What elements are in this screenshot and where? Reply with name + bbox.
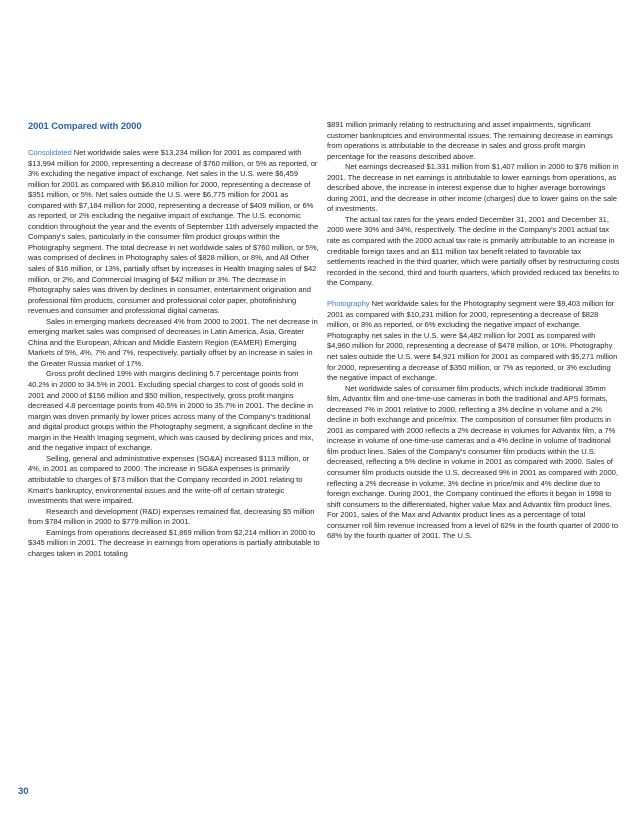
page-number: 30	[18, 786, 29, 797]
emerging-markets-paragraph: Sales in emerging markets decreased 4% from 2000 to 2001. The net decrease in emerging market sales was comprised of decreases in Latin America, Asia, Greater China and the European, African and Middle Eastern Region (EAMER) Emerging Markets of 5%, 4%, 7% and 7%, respectively, partially offset by an increase in sales in the Greater Russia market of 17%.	[28, 316, 318, 368]
right-column	[327, 120, 620, 542]
photography-lead-in: Photography	[327, 299, 370, 309]
consolidated-lead-in: Consolidated	[28, 148, 72, 157]
earnings-from-operations-paragraph: Earnings from operations decreased $1,869 million from $2,214 million in 2000 to $345 million in 2001. The decrease in earnings from operations is partially attributable to charges taken in 2001 totaling	[28, 527, 320, 558]
rnd-paragraph: Research and development (R&D) expenses remained flat, decreasing $5 million from $784 million in 2000 to $779 million in 2001.	[28, 506, 315, 527]
section-heading: 2001 Compared with 2000	[28, 120, 142, 131]
photography-text: Net worldwide sales for the Photography segment were $9,403 million for 2001 as compared with $10,231 million for 2000, representing a decrease of $828 million, or 8% as reported, or 6% excluding the negative impact of exchange. Photography net sales in the U.S. were $4,482 million for 2001 as compared with $4,960 million for 2000, representing a decrease of $478 million, or 10%. Photography net sales outside the U.S. were $4,921 million for 2001 as compared with $5,271 million for 2000, representing a decrease of $350 million, or 7% as reported, or 3% excluding the negative impact of exchange.	[327, 299, 618, 383]
tax-rate-paragraph: The actual tax rates for the years ended December 31, 2001 and December 31, 2000 were 30% and 34%, respectively. The decline in the Company's 2001 actual tax rate as compared with the 2000 actual tax rate is primarily attributable to an increase in creditable foreign taxes and an $11 million tax benefit related to favorable tax settlements reached in the third quarter, which were partially offset by restructuring costs recorded in the second, third and fourth quarters, which provided reduced tax benefits to the Company.	[327, 214, 620, 288]
gross-profit-paragraph: Gross profit declined 19% with margins declining 5.7 percentage points from 40.2% in 2000 to 34.5% in 2001. Excluding special charges to cost of goods sold in 2001 and 2000 of $156 million and $50 million, respectively, gross profit margins decreased 4.8 percentage points from 40.5% in 2000 to 35.7% in 2001. The decline in margin was driven primarily by lower prices across many of the Company's traditional and digital product groups within the Photography segment, a significant decline in the margin in the Health Imaging segment, which was caused by declining prices and mix, and the negative impact of exchange.	[28, 369, 314, 453]
net-earnings-paragraph: Net earnings decreased $1,331 million from $1,407 million in 2000 to $76 million in 2001. The decrease in net earnings is attributable to lower earnings from operations, as described above, the increase in interest expense due to higher average borrowings during 2001, and the decrease in other income (charges) due to lower gains on the sale of investments.	[327, 162, 619, 214]
sga-paragraph: Selling, general and administrative expenses (SG&A) increased $113 million, or 4%, in 2001 as compared to 2000. The increase in SG&A expenses is primarily attributable to charges of $73 million that the Company recorded in 2001 relating to Kmart's bankruptcy, environmental issues and the write-off of certain strategic investments that were impaired.	[28, 453, 310, 506]
photography-paragraph	[327, 299, 620, 383]
consumer-film-paragraph: Net worldwide sales of consumer film products, which include traditional 35mm film, Advantix film and one-time-use cameras in both the traditional and APS formats, decreased 7% in 2001 relative to 2000, reflecting a 3% decline in volume and a 2% decline in both exchange and price/mix. The composition of consumer film products in 2001 as compared with 2000 reflects a 2% decrease in volumes for Advantix film, a 7% increase in volume of one-time-use cameras and a 4% decline in volume of traditional film product lines. Sales of the Company's consumer film products within the U.S. decreased, reflecting a 5% decline in volume in 2001 as compared with 2000. Sales of consumer film products outside the U.S. decreased 9% in 2001 as compared with 2000, reflecting a 2% decrease in volume, 3% decline in price/mix and 4% decline due to foreign exchange. During 2001, the Company continued the efforts it began in 1998 to shift consumers to the differentiated, higher value Max and Advantix film product lines. For 2001, sales of the Max and Advantix product lines as a percentage of total consumer roll film revenue increased from a level of 62% in the fourth quarter of 2000 to 68% by the fourth quarter of 2001. The U.S.	[327, 383, 619, 541]
left-column	[28, 120, 321, 559]
operations-continued-paragraph: $891 million primarily relating to restructuring and asset impairments, significant customer bankruptcies and environmental issues. The remaining decrease in earnings from operations is attributable to the decrease in sales and gross profit margin percentage for the reasons described above.	[327, 120, 613, 161]
consolidated-text: Net worldwide sales were $13,234 million for 2001 as compared with $13,994 million for 2000, representing a decrease of $760 million, or 5% as reported, or 3% excluding the negative impact of exchange. Net sales in the U.S. were $6,459 million for 2001 as compared with $6,810 million for 2000, representing a decrease of $351 million, or 5%. Net sales outside the U.S. were $6,775 million for 2001 as compared with $7,184 million for 2000, representing a decrease of $409 million, or 6% as reported, or 2% excluding the negative impact of exchange. The U.S. economic condition throughout the year and the events of September 11th adversely impacted the Company's sales, particularly in the consumer film product groups within the Photography segment. The total decrease in net worldwide sales of $760 million, or 5%, was comprised of declines in Photography sales of $828 million, or 8%, and All Other sales of $16 million, or 13%, partially offset by increases in Health Imaging sales of $42 million, or 2%, and Commercial Imaging of $42 million or 3%. The decrease in Photography sales was driven by declines in consumer, entertainment origination and professional film products, consumer and professional color paper, photofinishing revenues and consumer and professional digital cameras.	[28, 148, 319, 316]
consolidated-paragraph	[28, 148, 321, 317]
